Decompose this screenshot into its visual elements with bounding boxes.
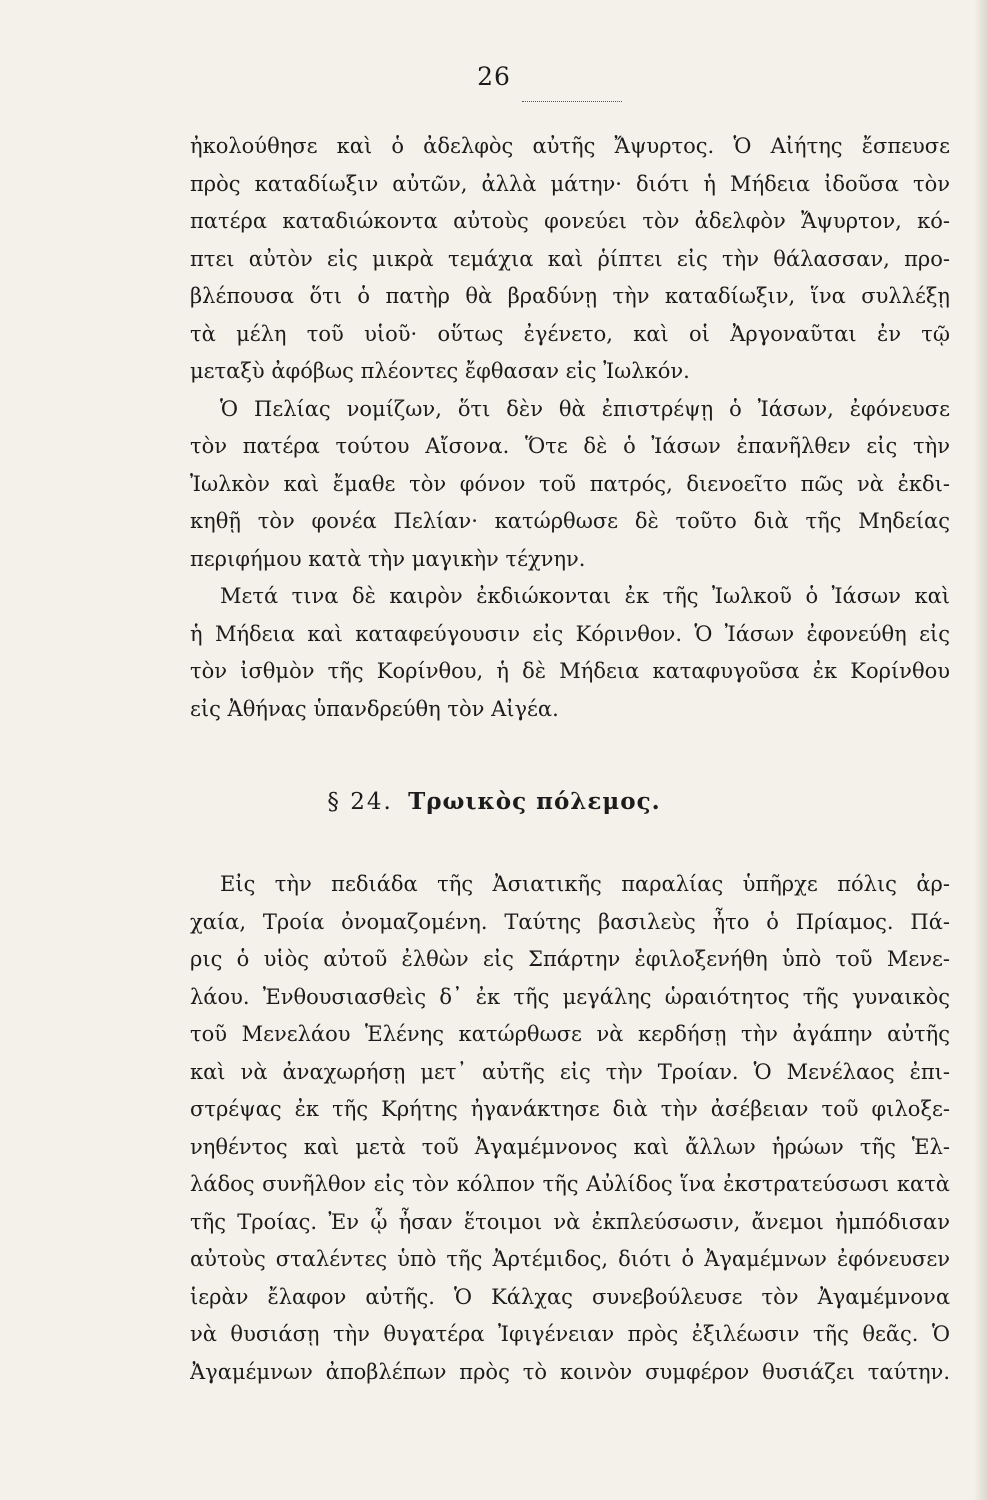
text-block-after-section: [190, 866, 950, 1391]
section-title: Τρωικὸς πόλεμος.: [408, 788, 661, 815]
page-number-rule: [522, 101, 622, 102]
page-edge-shadow: [974, 0, 988, 1500]
text-line: βλέπουσα ὅτι ὁ πατὴρ θὰ βραδύνῃ τὴν καταδίωξιν, ἵνα συλλέξῃ: [190, 284, 950, 308]
text-line: ἠκολούθησε καὶ ὁ ἀδελφὸς αὐτῆς Ἄψυρτος. Ὁ Αἰήτης ἔσπευσε: [190, 134, 950, 158]
text-line: μεταξὺ ἀφόβως πλέοντες ἔφθασαν εἰς Ἰωλκόν.: [190, 359, 690, 383]
text-line: τὰ μέλη τοῦ υἱοῦ· οὕτως ἐγένετο, καὶ οἱ Ἀργοναῦται ἐν τῷ: [190, 321, 950, 346]
text-line: νὰ θυσιάσῃ τὴν θυγατέρα Ἰφιγένειαν πρὸς ἐξιλέωσιν τῆς θεᾶς. Ὁ: [190, 1322, 950, 1346]
text-line: πρὸς καταδίωξιν αὐτῶν, ἀλλὰ μάτην· διότι ἡ Μήδεια ἰδοῦσα τὸν: [190, 171, 950, 196]
section-heading: [0, 782, 988, 822]
text-line: τῆς Τροίας. Ἐν ᾧ ἦσαν ἕτοιμοι νὰ ἐκπλεύσωσιν, ἄνεμοι ἠμπόδισαν: [190, 1209, 950, 1234]
text-line: ρις ὁ υἱὸς αὐτοῦ ἐλθὼν εἰς Σπάρτην ἐφιλοξενήθη ὑπὸ τοῦ Μενε-: [190, 947, 950, 971]
text-line: νηθέντος καὶ μετὰ τοῦ Ἀγαμέμνονος καὶ ἄλλων ἡρώων τῆς Ἑλ-: [190, 1134, 950, 1159]
text-line: Ὁ Πελίας νομίζων, ὅτι δὲν θὰ ἐπιστρέψῃ ὁ Ἰάσων, ἐφόνευσε: [220, 396, 950, 421]
text-block-before-section: [190, 128, 950, 728]
text-line: στρέψας ἐκ τῆς Κρήτης ἠγανάκτησε διὰ τὴν ἀσέβειαν τοῦ φιλοξε-: [190, 1097, 950, 1121]
text-line: Ἰωλκὸν καὶ ἔμαθε τὸν φόνον τοῦ πατρός, διενοεῖτο πῶς νὰ ἐκδι-: [190, 471, 950, 496]
text-line: Εἰς τὴν πεδιάδα τῆς Ἀσιατικῆς παραλίας ὑπῆρχε πόλις ἀρ-: [220, 872, 950, 896]
text-line: αὐτοὺς σταλέντες ὑπὸ τῆς Ἀρτέμιδος, διότι ὁ Ἀγαμέμνων ἐφόνευσεν: [190, 1247, 950, 1271]
text-line: Ἀγαμέμνων ἀποβλέπων πρὸς τὸ κοινὸν συμφέρον θυσιάζει ταύτην.: [190, 1359, 950, 1384]
text-line: Μετά τινα δὲ καιρὸν ἐκδιώκονται ἐκ τῆς Ἰωλκοῦ ὁ Ἰάσων καὶ: [220, 584, 950, 608]
text-line: τοῦ Μενελάου Ἑλένης κατώρθωσε νὰ κερδήσῃ τὴν ἀγάπην αὐτῆς: [190, 1022, 950, 1046]
text-line: κηθῇ τὸν φονέα Πελίαν· κατώρθωσε δὲ τοῦτο διὰ τῆς Μηδείας: [190, 509, 950, 533]
text-line: λάδος συνῆλθον εἰς τὸν κόλπον τῆς Αὐλίδος ἵνα ἐκστρατεύσωσι κατὰ: [190, 1172, 950, 1196]
text-line: ἡ Μήδεια καὶ καταφεύγουσιν εἰς Κόρινθον. Ὁ Ἰάσων ἐφονεύθη εἰς: [190, 621, 950, 646]
section-number: § 24.: [327, 789, 393, 815]
text-line: εἰς Ἀθήνας ὑπανδρεύθη τὸν Αἰγέα.: [190, 696, 559, 721]
text-line: χαία, Τροία ὀνομαζομένη. Ταύτης βασιλεὺς ἦτο ὁ Πρίαμος. Πά-: [190, 909, 950, 934]
page-number: 26: [477, 62, 511, 91]
text-line: καὶ νὰ ἀναχωρήσῃ μετ᾽ αὐτῆς εἰς τὴν Τροίαν. Ὁ Μενέλαος ἐπι-: [190, 1059, 950, 1084]
text-line: λάου. Ἐνθουσιασθεὶς δ᾽ ἐκ τῆς μεγάλης ὡραιότητος τῆς γυναικὸς: [190, 984, 950, 1009]
text-line: πατέρα καταδιώκοντα αὐτοὺς φονεύει τὸν ἀδελφὸν Ἄψυρτον, κό-: [190, 209, 950, 233]
text-line: ἱερὰν ἔλαφον αὐτῆς. Ὁ Κάλχας συνεβούλευσε τὸν Ἀγαμέμνονα: [190, 1284, 950, 1309]
text-line: τὸν ἰσθμὸν τῆς Κορίνθου, ἡ δὲ Μήδεια καταφυγοῦσα ἐκ Κορίνθου: [190, 659, 950, 683]
text-line: περιφήμου κατὰ τὴν μαγικὴν τέχνην.: [190, 546, 586, 571]
text-line: τὸν πατέρα τούτου Αἴσονα. Ὅτε δὲ ὁ Ἰάσων ἐπανῆλθεν εἰς τὴν: [190, 434, 950, 458]
text-line: πτει αὐτὸν εἰς μικρὰ τεμάχια καὶ ῥίπτει εἰς τὴν θάλασσαν, προ-: [190, 246, 950, 271]
